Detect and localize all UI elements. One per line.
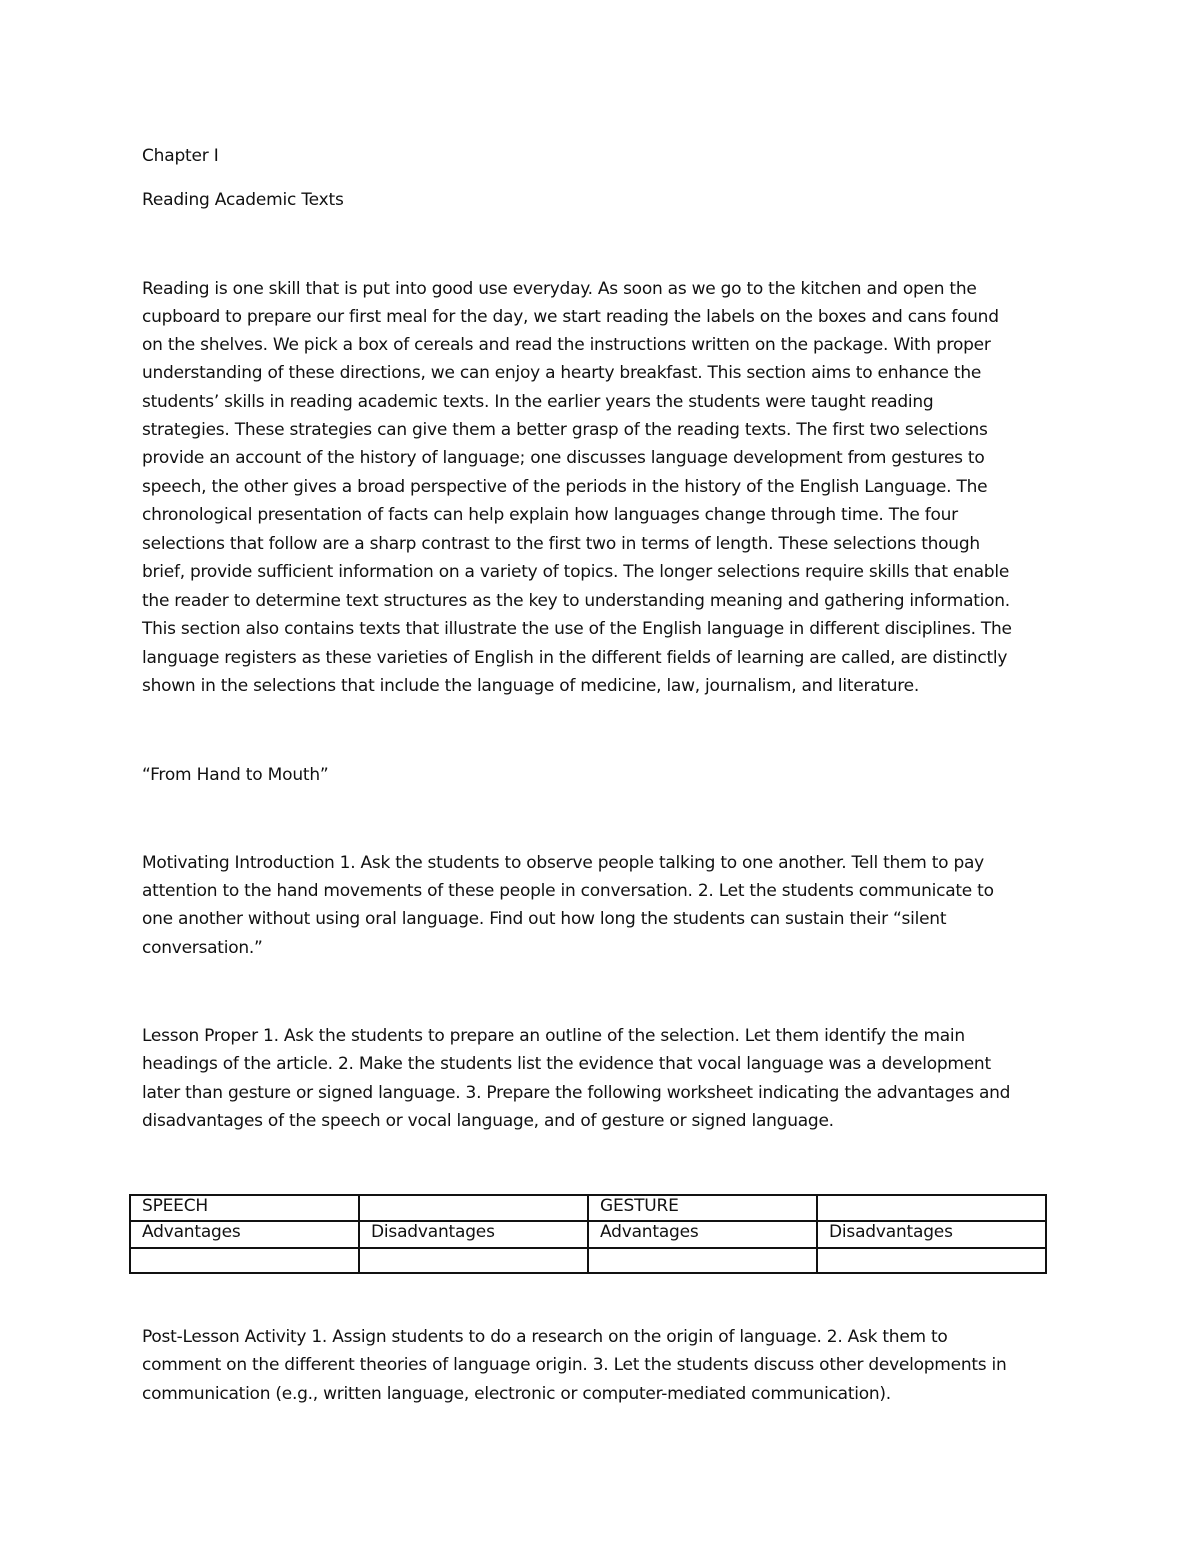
selection-title: “From Hand to Mouth” xyxy=(142,765,329,785)
table-cell xyxy=(359,1248,588,1273)
table-row xyxy=(130,1221,1046,1248)
paragraph-line: understanding of these directions, we can enjoy a hearty breakfast. This section aims to enhance the xyxy=(142,363,982,383)
paragraph-line: Reading is one skill that is put into good use everyday. As soon as we go to the kitchen and open the xyxy=(142,279,977,299)
table-cell xyxy=(359,1195,588,1221)
paragraph-line: headings of the article. 2. Make the students list the evidence that vocal language was a development xyxy=(142,1054,991,1074)
paragraph-line: language registers as these varieties of English in the different fields of learning are called, are distinctly xyxy=(142,648,1008,668)
paragraph-line: disadvantages of the speech or vocal language, and of gesture or signed language. xyxy=(142,1111,834,1131)
paragraph-line: Lesson Proper 1. Ask the students to prepare an outline of the selection. Let them identify the main xyxy=(142,1026,965,1046)
table-cell: Advantages xyxy=(588,1221,817,1248)
paragraph-line: speech, the other gives a broad perspective of the periods in the history of the English Language. The xyxy=(142,477,988,497)
worksheet-table xyxy=(129,1194,1047,1274)
chapter-label: Chapter I xyxy=(142,146,219,166)
paragraph-line: brief, provide sufficient information on a variety of topics. The longer selections require skills that enable xyxy=(142,562,1010,582)
paragraph-line: cupboard to prepare our first meal for the day, we start reading the labels on the boxes and cans found xyxy=(142,307,999,327)
paragraph-line: selections that follow are a sharp contrast to the first two in terms of length. These selections though xyxy=(142,534,980,554)
table-cell xyxy=(588,1248,817,1273)
table-cell: Disadvantages xyxy=(817,1221,1046,1248)
table-cell xyxy=(817,1195,1046,1221)
paragraph-line: communication (e.g., written language, electronic or computer-mediated communication). xyxy=(142,1384,891,1404)
paragraph-line: strategies. These strategies can give them a better grasp of the reading texts. The first two selections xyxy=(142,420,988,440)
table-cell xyxy=(817,1248,1046,1273)
paragraph-line: comment on the different theories of language origin. 3. Let the students discuss other developments in xyxy=(142,1355,1007,1375)
table-cell xyxy=(130,1248,359,1273)
paragraph-line: on the shelves. We pick a box of cereals and read the instructions written on the package. With proper xyxy=(142,335,991,355)
paragraph-line: students’ skills in reading academic texts. In the earlier years the students were taught reading xyxy=(142,392,934,412)
table-row xyxy=(130,1248,1046,1273)
table-cell: SPEECH xyxy=(130,1195,359,1221)
paragraph-line: Post-Lesson Activity 1. Assign students to do a research on the origin of language. 2. Ask them to xyxy=(142,1327,948,1347)
paragraph-line: This section also contains texts that illustrate the use of the English language in different disciplines. The xyxy=(142,619,1012,639)
paragraph-line: the reader to determine text structures as the key to understanding meaning and gathering information. xyxy=(142,591,1010,611)
table-row xyxy=(130,1195,1046,1221)
paragraph-line: Motivating Introduction 1. Ask the students to observe people talking to one another. Tell them to pay xyxy=(142,853,984,873)
chapter-title: Reading Academic Texts xyxy=(142,190,344,210)
paragraph-line: shown in the selections that include the language of medicine, law, journalism, and literature. xyxy=(142,676,920,696)
table-cell: Advantages xyxy=(130,1221,359,1248)
paragraph-line: later than gesture or signed language. 3. Prepare the following worksheet indicating the advantages and xyxy=(142,1083,1011,1103)
table-cell: Disadvantages xyxy=(359,1221,588,1248)
paragraph-line: attention to the hand movements of these people in conversation. 2. Let the students communicate to xyxy=(142,881,994,901)
table-cell: GESTURE xyxy=(588,1195,817,1221)
paragraph-line: one another without using oral language. Find out how long the students can sustain their “silent xyxy=(142,909,947,929)
paragraph-line: provide an account of the history of language; one discusses language development from gestures to xyxy=(142,448,985,468)
paragraph-line: chronological presentation of facts can help explain how languages change through time. The four xyxy=(142,505,958,525)
paragraph-line: conversation.” xyxy=(142,938,263,958)
